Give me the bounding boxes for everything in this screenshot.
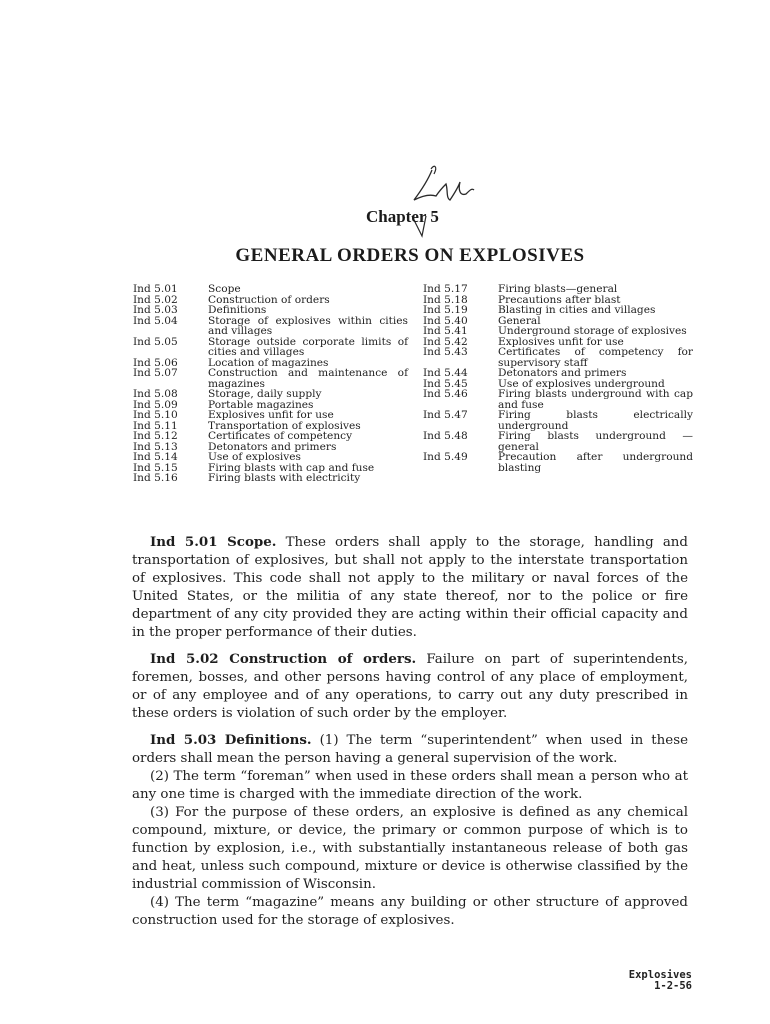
footer-title: Explosives <box>628 969 692 981</box>
toc-number: Ind 5.45 <box>423 377 468 390</box>
toc-number: Ind 5.42 <box>423 335 468 348</box>
toc-number: Ind 5.11 <box>133 419 178 432</box>
toc-title: Storage of explosives within cities and villages <box>208 314 408 337</box>
toc-number: Ind 5.17 <box>423 283 468 295</box>
page-title: GENERAL ORDERS ON EXPLOSIVES <box>235 245 585 266</box>
toc-title: Detonators and primers <box>208 440 337 453</box>
toc-number: Ind 5.19 <box>423 304 468 316</box>
definition-3: (3) For the purpose of these orders, an explosive is defined as any chemical compound, mixture, or device, the primary or common purpose of which is to function by explosion, i.e., with substantially instantaneous release of both gas and heat, unless such compound, mixture or device is otherwise classified by the industrial commission of Wisconsin. <box>132 805 688 892</box>
toc-title: Transportation of explosives <box>208 419 361 432</box>
toc-title: General <box>498 314 541 327</box>
definition-4: (4) The term “magazine” means any building or other structure of approved construction used for the storage of explosives. <box>132 895 688 928</box>
toc-row <box>423 389 693 410</box>
toc-title: Detonators and primers <box>498 367 627 379</box>
toc-number: Ind 5.14 <box>133 451 178 463</box>
toc-number: Ind 5.48 <box>423 430 468 442</box>
toc-row <box>133 473 408 484</box>
toc-number: Ind 5.07 <box>133 367 178 379</box>
toc-title: Definitions <box>208 304 267 316</box>
toc-title: Construction and maintenance of magazines <box>208 367 408 390</box>
body-text <box>132 533 688 930</box>
toc-title: Firing blasts electrically underground <box>498 409 693 432</box>
toc-number: Ind 5.18 <box>423 293 468 306</box>
toc-title: Scope <box>208 283 241 295</box>
toc-number: Ind 5.40 <box>423 314 468 327</box>
toc-number: Ind 5.05 <box>133 335 178 348</box>
toc-title: Firing blasts with electricity <box>208 472 361 484</box>
toc-number: Ind 5.10 <box>133 409 178 421</box>
toc-row <box>133 389 408 400</box>
toc-row <box>133 410 408 421</box>
toc-number: Ind 5.09 <box>133 398 178 411</box>
toc-row <box>133 452 408 463</box>
toc-row <box>133 368 408 389</box>
toc-row <box>423 326 693 337</box>
section-text: Failure on part of superintendents, foremen, bosses, and other persons having control of any place of employment, or of any employee and of any operations, to carry out any duty prescribed in these orders is violation of such order by the employer. <box>132 652 688 721</box>
toc-title: Firing blasts—general <box>498 283 618 295</box>
section-heading: Ind 5.02 Construction of orders. <box>150 651 417 667</box>
toc-number: Ind 5.47 <box>423 409 468 421</box>
toc-title: Precaution after underground blasting <box>498 451 693 474</box>
toc-number: Ind 5.16 <box>133 472 178 484</box>
toc-number: Ind 5.06 <box>133 356 178 369</box>
toc-row <box>133 316 408 337</box>
toc-title: Explosives unfit for use <box>498 335 624 348</box>
toc-title: Use of explosives <box>208 451 301 463</box>
toc-number: Ind 5.15 <box>133 461 178 474</box>
toc-row <box>133 431 408 442</box>
toc-number: Ind 5.41 <box>423 325 468 337</box>
toc-title: Use of explosives underground <box>498 377 665 390</box>
toc-title: Construction of orders <box>208 293 330 306</box>
toc-number: Ind 5.46 <box>423 388 468 400</box>
section-text: These orders shall apply to the storage, handling and transportation of explosives, but shall not apply to the interstate transportation of explosives. This code shall not apply to the military or naval forces of the United States, or the militia of any state thereof, nor to the police or fire department of any city provided they are acting within their official capacity and in the proper performance of their duties. <box>132 535 688 640</box>
toc-number: Ind 5.08 <box>133 388 178 400</box>
toc-title: Firing blasts underground —general <box>498 430 693 453</box>
toc-number: Ind 5.13 <box>133 440 178 453</box>
toc-row <box>423 368 693 379</box>
toc-title: Firing blasts underground with cap and fuse <box>498 388 693 411</box>
section-5-02 <box>132 650 688 723</box>
toc-number: Ind 5.01 <box>133 283 178 295</box>
toc-title: Explosives unfit for use <box>208 409 334 421</box>
toc-number: Ind 5.02 <box>133 293 178 306</box>
section-text: (1) The term “superintendent” when used in these orders shall mean the person having a general supervision of the work. <box>132 733 688 766</box>
footer-page-number: 1-2-56 <box>654 980 692 992</box>
toc-title: Firing blasts with cap and fuse <box>208 461 375 474</box>
toc-title: Storage, daily supply <box>208 388 322 400</box>
toc-row <box>133 305 408 316</box>
toc-title: Certificates of competency <box>208 430 353 442</box>
chapter-heading: Chapter 5 <box>366 207 439 226</box>
toc-title: Location of magazines <box>208 356 329 369</box>
toc-title: Precautions after blast <box>498 293 621 306</box>
toc-number: Ind 5.04 <box>133 314 178 327</box>
toc-row <box>423 431 693 452</box>
toc-row <box>133 337 408 358</box>
toc-number: Ind 5.44 <box>423 367 468 379</box>
toc-row <box>423 347 693 368</box>
toc-title: Certificates of competency for supervisory staff <box>498 346 693 369</box>
toc-title: Blasting in cities and villages <box>498 304 656 316</box>
page-footer <box>629 970 692 992</box>
toc-row <box>423 452 693 473</box>
table-of-contents-left <box>133 284 408 484</box>
section-heading: Ind 5.03 Definitions. <box>150 732 312 748</box>
toc-title: Storage outside corporate limits of cities and villages <box>208 335 408 358</box>
section-5-01 <box>132 533 688 642</box>
section-5-03 <box>132 731 688 768</box>
toc-row <box>423 305 693 316</box>
toc-title: Underground storage of explosives <box>498 325 687 337</box>
toc-row <box>423 284 693 295</box>
definition-2: (2) The term “foreman” when used in these orders shall mean a person who at any one time is charged with the immediate direction of the work. <box>132 769 688 802</box>
section-heading: Ind 5.01 Scope. <box>150 534 277 550</box>
toc-number: Ind 5.12 <box>133 430 178 442</box>
toc-number: Ind 5.03 <box>133 304 178 316</box>
toc-number: Ind 5.43 <box>423 346 468 358</box>
toc-row <box>423 410 693 431</box>
toc-title: Portable magazines <box>208 398 314 411</box>
toc-number: Ind 5.49 <box>423 451 468 463</box>
table-of-contents-right <box>423 284 693 473</box>
toc-row <box>133 284 408 295</box>
